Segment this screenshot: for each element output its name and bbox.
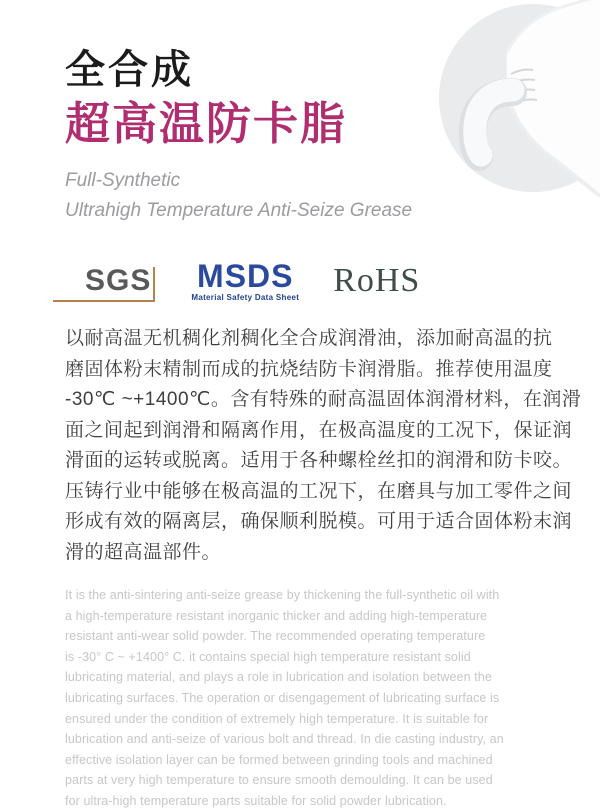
- en-line: parts at very high temperature to ensure smooth demoulding. It can be used: [65, 773, 493, 788]
- sgs-underline: [53, 300, 155, 302]
- rohs-logo: [333, 262, 420, 302]
- sgs-logo-text: SGS: [85, 264, 152, 297]
- cn-line: 压铸行业中能够在极高温的工况下，在磨具与加工零件之间: [65, 480, 573, 502]
- en-line: for ultra-high temperature parts suitable for solid powder lubrication.: [65, 793, 447, 808]
- cn-line: -30℃ ~+1400℃。含有特殊的耐高温固体润滑材料，在润滑: [65, 389, 582, 410]
- cn-line: 磨固体粉末精制而成的抗烧结防卡润滑脂。推荐使用温度: [65, 358, 553, 380]
- en-line: lubrication and anti-seize of various bolt and thread. In die casting industry, an: [65, 732, 504, 747]
- description-chinese: [65, 324, 582, 568]
- cn-line: 滑的超高温部件。: [65, 541, 222, 563]
- cn-line: 以耐高温无机稠化剂稠化全合成润滑油，添加耐高温的抗: [65, 328, 553, 349]
- page-title-highlight: 超高温防卡脂: [65, 98, 348, 149]
- en-line: lubricating material, and plays a role in lubrication and isolation between the: [65, 670, 492, 685]
- msds-logo-subtext: Material Safety Data Sheet: [191, 293, 300, 302]
- msds-logo: [191, 260, 299, 302]
- page-title-cn: 全合成: [65, 48, 194, 92]
- cn-line: 面之间起到润滑和隔离作用，在极高温度的工况下，保证润: [65, 419, 573, 441]
- sgs-sideline: [153, 267, 155, 302]
- page-subtitle-en: [65, 166, 550, 226]
- en-line: lubricating surfaces. The operation or disengagement of lubricating surface is: [65, 690, 500, 705]
- en-line: is -30° C ~ +1400° C. it contains special high temperature resistant solid: [65, 649, 471, 664]
- en-line: It is the anti-sintering anti-seize grease by thickening the full-synthetic oil with: [65, 588, 500, 602]
- en-line: effective isolation layer can be formed between grinding tools and machined: [65, 752, 493, 767]
- en-line: a high-temperature resistant inorganic thicker and adding high-temperature: [65, 608, 488, 623]
- subtitle-line-1: Full-Synthetic: [65, 170, 181, 191]
- subtitle-line-2: Ultrahigh Temperature Anti-Seize Grease: [65, 200, 413, 221]
- certification-logos: [65, 254, 550, 302]
- en-line: resistant anti-wear solid powder. The recommended operating temperature: [65, 629, 486, 644]
- en-line: ensured under the condition of extremely high temperature. It is suitable for: [65, 711, 489, 726]
- cn-line: 滑面的运转或脱离。适用于各种螺栓丝扣的润滑和防卡咬。: [65, 450, 573, 471]
- cn-line: 形成有效的隔离层，确保顺利脱模。可用于适合固体粉末润: [65, 511, 573, 532]
- sgs-logo: [73, 264, 157, 302]
- msds-logo-text: MSDS: [197, 258, 294, 294]
- description-english: [65, 585, 550, 812]
- rohs-logo-text: RoHS: [333, 262, 421, 299]
